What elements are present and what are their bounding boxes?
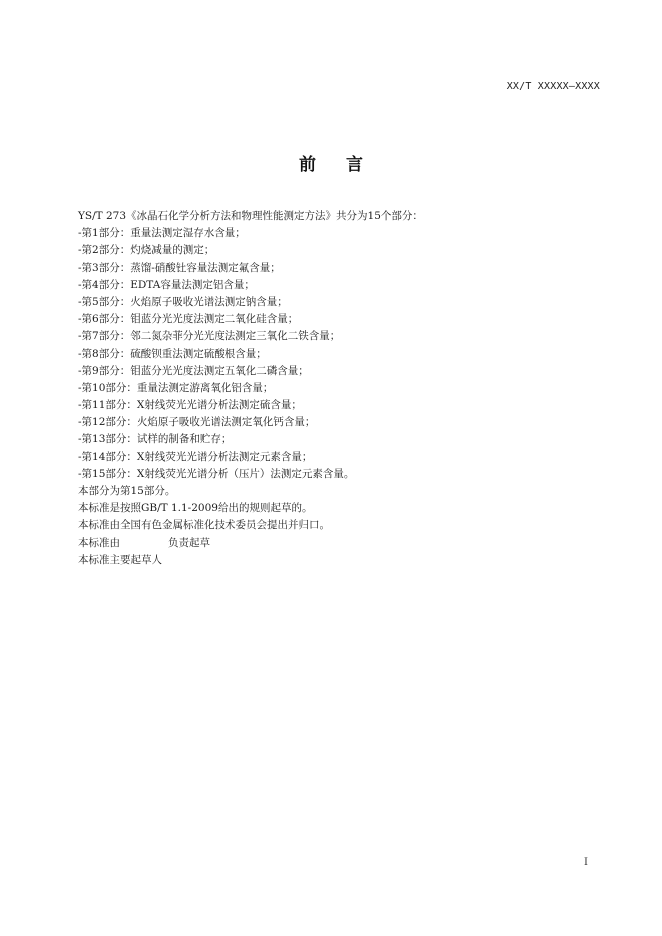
responsible-statement bbox=[78, 535, 598, 552]
this-part-statement: 本部分为第15部分。 bbox=[78, 485, 176, 497]
part-item: -第15部分：X射线荧光光谱分析（压片）法测定元素含量。 bbox=[78, 467, 355, 480]
responsible-prefix: 本标准由 bbox=[78, 536, 120, 549]
intro-line: YS/T 273《冰晶石化学分析方法和物理性能测定方法》共分为15个部分： bbox=[78, 210, 423, 222]
part-item: -第1部分：重量法测定湿存水含量； bbox=[78, 227, 246, 240]
responsible-suffix: 负责起草 bbox=[168, 536, 210, 549]
drafters-statement: 本标准主要起草人 bbox=[78, 553, 162, 566]
drafting-rules-statement: 本标准是按照GB/T 1.1-2009给出的规则起草的。 bbox=[78, 502, 313, 515]
part-item: -第11部分：X射线荧光光谱分析法测定硫含量； bbox=[78, 399, 302, 412]
part-item: -第2部分：灼烧减量的测定； bbox=[78, 244, 215, 257]
proposed-by-statement: 本标准由全国有色金属标准化技术委员会提出并归口。 bbox=[78, 519, 330, 532]
part-item: -第8部分：硫酸钡重法测定硫酸根含量； bbox=[78, 347, 267, 360]
part-item: -第14部分：X射线荧光光谱分析法测定元素含量； bbox=[78, 450, 313, 463]
part-item: -第10部分：重量法测定游离氧化铝含量； bbox=[78, 381, 274, 394]
part-item: -第4部分：EDTA容量法测定铝含量； bbox=[78, 278, 255, 291]
part-item: -第5部分：火焰原子吸收光谱法测定钠含量； bbox=[78, 295, 288, 308]
part-item: -第7部分：邻二氮杂菲分光光度法测定三氧化二铁含量； bbox=[78, 330, 341, 343]
page-title: 前言 bbox=[299, 155, 393, 175]
page-number: I bbox=[584, 857, 588, 868]
part-item: -第6部分：钼蓝分光光度法测定二氧化硅含量； bbox=[78, 313, 299, 326]
part-item: -第12部分：火焰原子吸收光谱法测定氧化钙含量； bbox=[78, 416, 316, 429]
part-item: -第9部分：钼蓝分光光度法测定五氧化二磷含量； bbox=[78, 364, 309, 377]
part-item: -第13部分：试样的制备和贮存； bbox=[78, 433, 232, 446]
standard-code: XX/T XXXXX—XXXX bbox=[506, 81, 600, 92]
foreword-body bbox=[78, 208, 598, 569]
part-item: -第3部分：蒸馏-硝酸钍容量法测定氟含量； bbox=[78, 261, 281, 274]
